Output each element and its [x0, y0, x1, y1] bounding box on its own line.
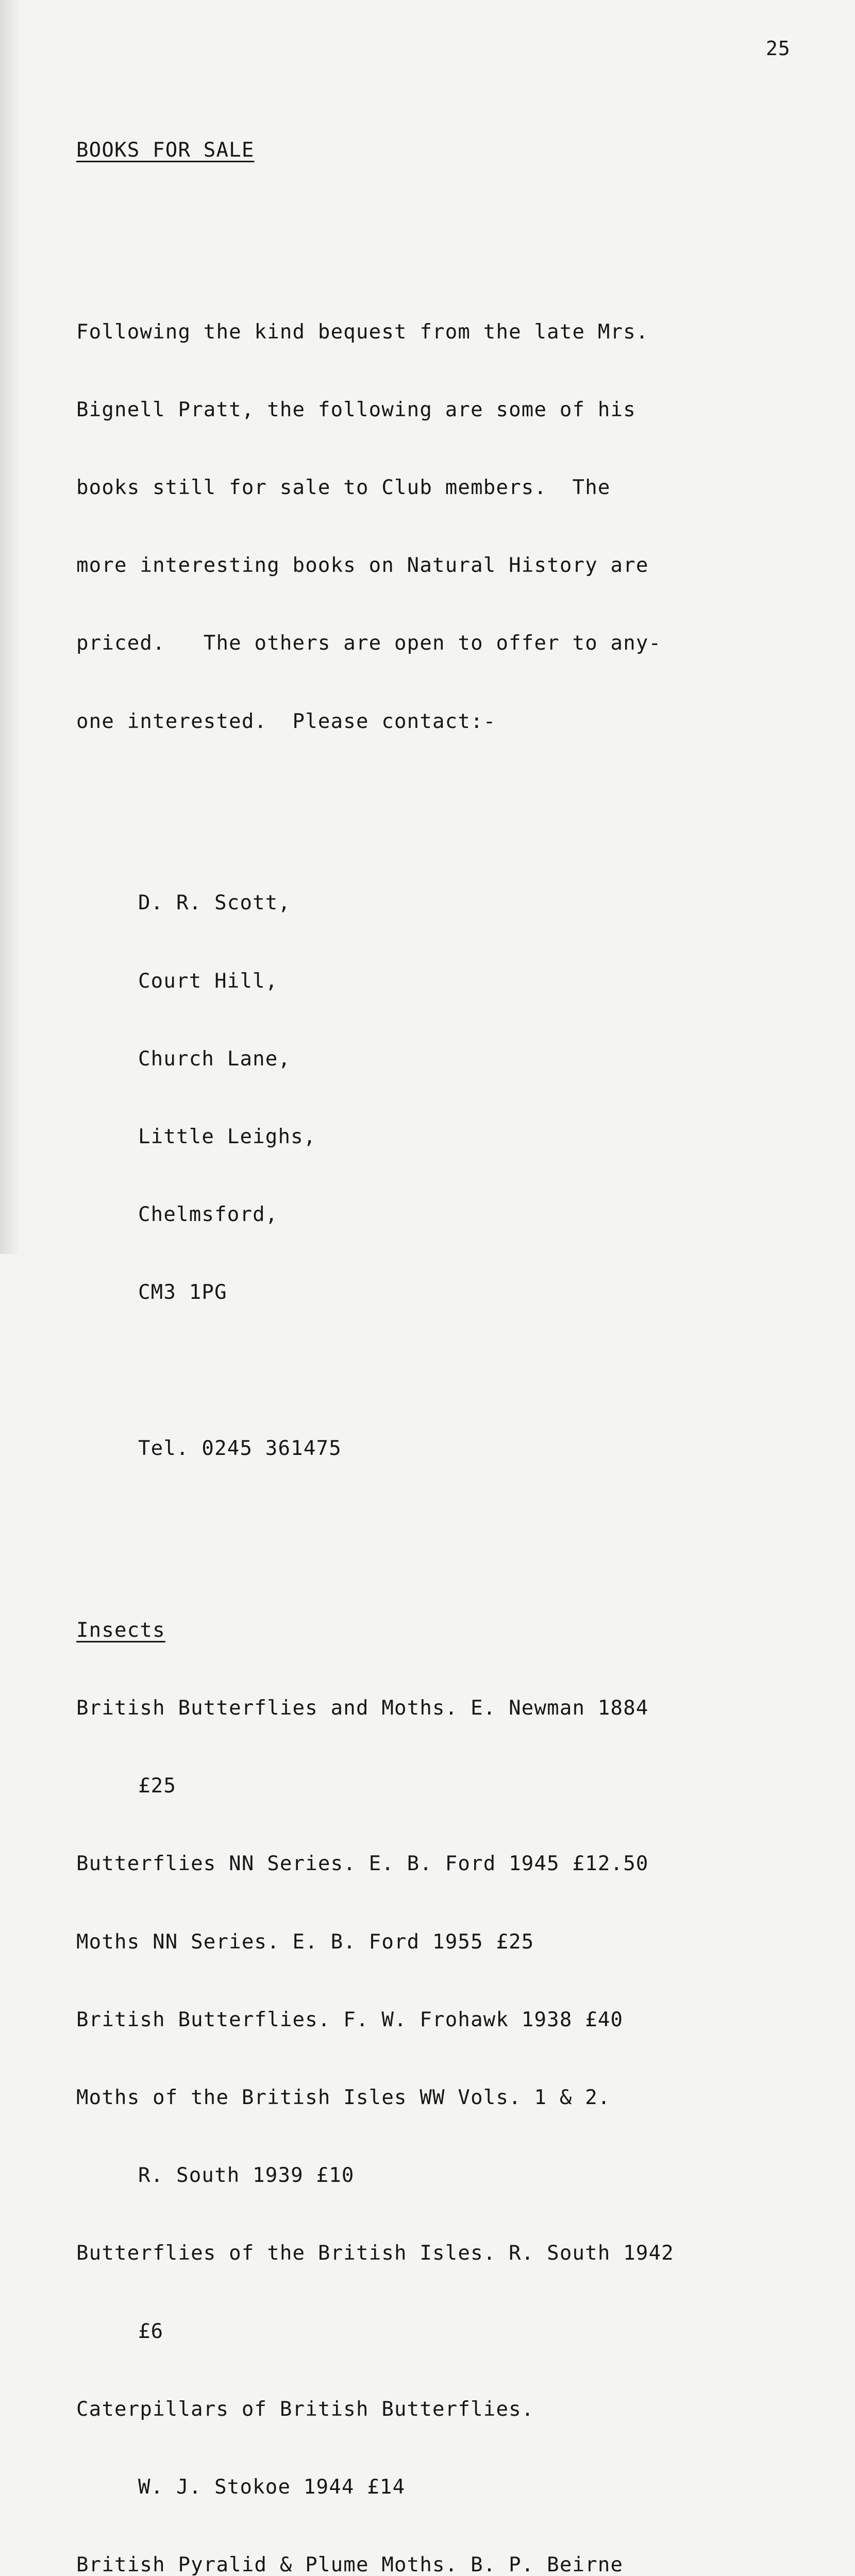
page-title: BOOKS FOR SALE: [76, 138, 255, 162]
intro-line: Following the kind bequest from the late Mrs.: [76, 320, 649, 344]
contact-address-line: Little Leighs,: [138, 1125, 316, 1149]
spacer: [76, 787, 808, 812]
book-entry-continuation: R. South 1939 £10: [138, 2164, 355, 2188]
book-entry: Moths of the British Isles WW Vols. 1 & 2.: [76, 2086, 611, 2109]
intro-line: priced. The others are open to offer to any-: [76, 632, 662, 655]
book-entry-continuation: W. J. Stokoe 1944 £14: [138, 2475, 406, 2499]
contact-postcode: CM3 1PG: [138, 1281, 227, 1304]
spacer: [76, 1358, 808, 1384]
intro-line: one interested. Please contact:-: [76, 709, 496, 733]
contact-address-line: Court Hill,: [138, 969, 278, 993]
intro-line: more interesting books on Natural History are: [76, 554, 649, 578]
article-body: [76, 86, 808, 2576]
book-entry: Butterflies NN Series. E. B. Ford 1945 £12.50: [76, 1852, 649, 1876]
contact-name: D. R. Scott,: [138, 891, 291, 915]
page-edge-shadow: [0, 0, 21, 1254]
intro-line: books still for sale to Club members. The: [76, 476, 611, 500]
book-entry-continuation: £6: [138, 2319, 164, 2343]
spacer: [76, 215, 808, 241]
book-entry: Butterflies of the British Isles. R. South 1942: [76, 2242, 674, 2265]
book-entry-continuation: £25: [138, 1774, 177, 1798]
book-entry: Caterpillars of British Butterflies.: [76, 2397, 534, 2421]
page-number: 25: [766, 37, 791, 60]
book-entry: British Butterflies. F. W. Frohawk 1938 £40: [76, 2008, 624, 2031]
contact-address-line: Chelmsford,: [138, 1203, 278, 1227]
contact-address-line: Church Lane,: [138, 1047, 291, 1071]
book-entry: British Butterflies and Moths. E. Newman 1884: [76, 1696, 649, 1720]
spacer: [76, 1514, 808, 1539]
contact-telephone: Tel. 0245 361475: [138, 1436, 342, 1460]
book-entry: British Pyralid & Plume Moths. B. P. Beirne: [76, 2553, 624, 2576]
book-entry: Moths NN Series. E. B. Ford 1955 £25: [76, 1930, 534, 1954]
intro-line: Bignell Pratt, the following are some of his: [76, 398, 636, 421]
section-heading-insects: Insects: [76, 1618, 165, 1642]
